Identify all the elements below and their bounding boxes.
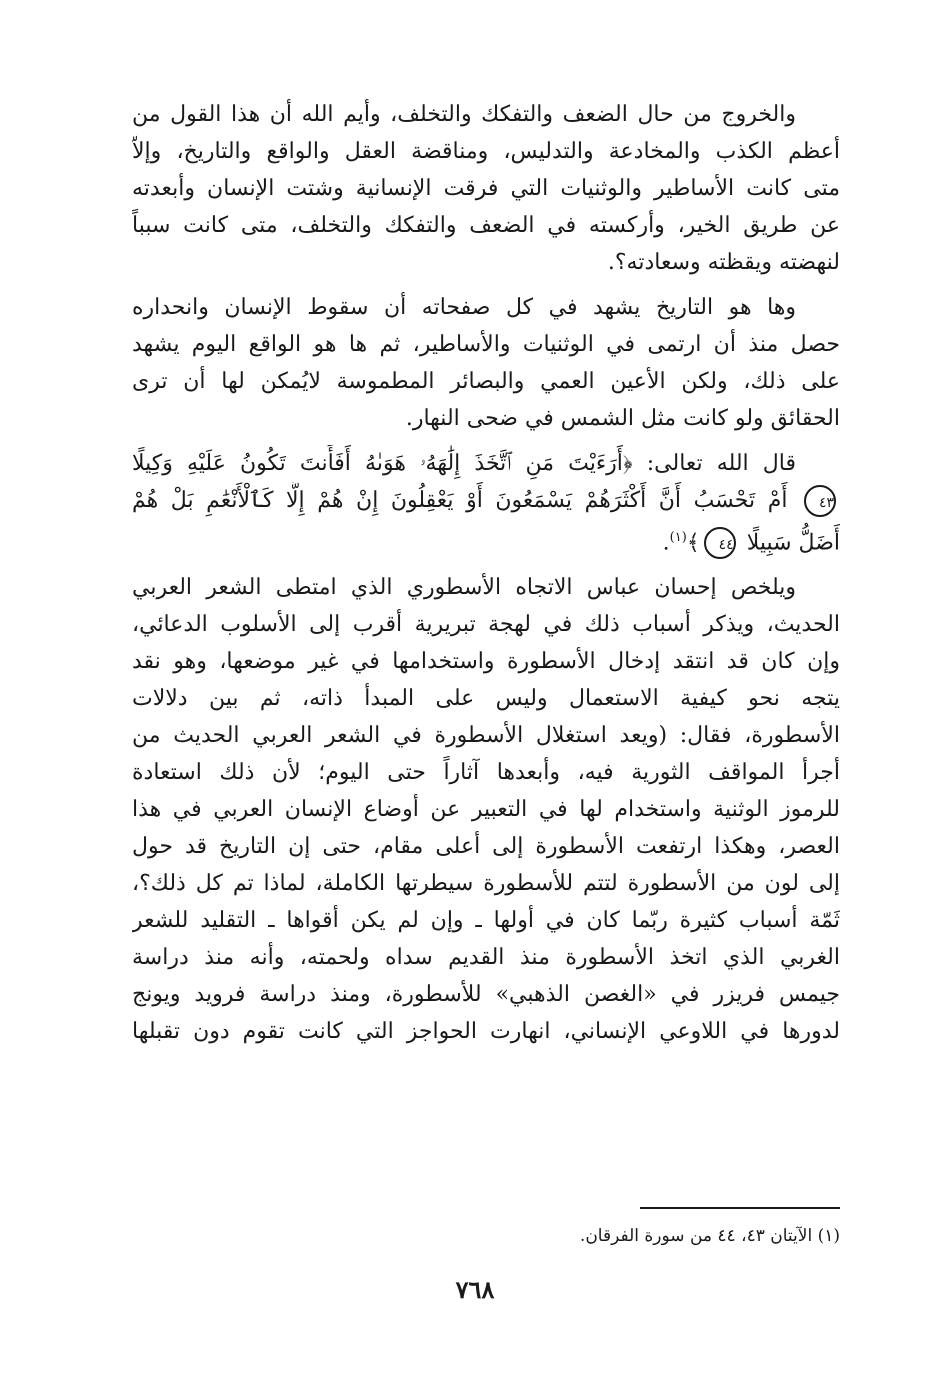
quran-verse: أَمْ تَحْسَبُ أَنَّ أَكْثَرَهُمْ يَسْمَعُونَ أَوْ يَعْقِلُونَ إِنْ هُمْ إِلَّا كَٱلْأَنْعَٰمِ بَلْ هُمْ: [132, 488, 788, 513]
text-line: الغربي الذي اتخذ الأسطورة منذ القديم سداه ولحمته، وأنه منذ دراسة: [132, 945, 840, 971]
body-text: [132, 96, 840, 1058]
text-line: وإن كان قد انتقد إدخال الأسطورة واستخدامها في غير موضعها، وهو نقد: [132, 649, 840, 675]
text-line: يتجه نحو كيفية الاستعمال وليس على المبدأ ذاته، ثم بين دلالات: [132, 686, 840, 712]
text-line: لنهضته ويقظته وسعادته؟.: [607, 250, 840, 275]
text-line: أجرأ المواقف الثورية فيه، وأبعدها آثاراً حتى اليوم؛ لأن ذلك استعادة: [132, 760, 840, 786]
paragraph-1: [132, 96, 840, 281]
ayah-number-marker: ٤٤: [704, 527, 736, 559]
text-line: وها هو التاريخ يشهد في كل صفحاته أن سقوط الإنسان وانحداره: [132, 295, 796, 320]
text-line: العصر، وهكذا ارتفعت الأسطورة إلى أعلى مقام، حتى إن التاريخ قد حول: [132, 834, 840, 860]
quran-verse-end: أَضَلُّ سَبِيلًا: [746, 530, 840, 556]
text-line: متى كانت الأساطير والوثنيات التي فرقت الإنسانية وشتت الإنسان وأبعدته: [132, 176, 840, 201]
paragraph-3: [132, 569, 840, 1050]
text-line: لدورها في اللاوعي الإنساني، انهارت الحواجز التي كانت تقوم دون تقبلها: [132, 1019, 840, 1045]
quran-close-bracket: ﴾: [686, 530, 700, 556]
text-line: والخروج من حال الضعف والتفكك والتخلف، وأيم الله أن هذا القول من: [132, 102, 796, 127]
ayah-number-marker: ٤٣: [804, 485, 836, 517]
footnote: (١) الآيتان ٤٣، ٤٤ من سورة الفرقان.: [579, 1226, 840, 1246]
footnote-divider: [640, 1207, 840, 1209]
quran-line-1: [132, 445, 840, 482]
text-line: على ذلك، ولكن الأعين العمي والبصائر المطموسة لايُمكن لها أن ترى: [132, 369, 840, 394]
text-line: جيمس فريزر في «الغصن الذهبي» للأسطورة، ومنذ دراسة فرويد ويونج: [132, 982, 840, 1008]
text-line: إلى لون من الأسطورة لتتم للأسطورة سيطرتها الكاملة، لماذا تم كل ذلك؟،: [132, 871, 840, 897]
page-number: ٧٦٨: [455, 1275, 495, 1304]
text-line: حصل منذ أن ارتمى في الوثنيات والأساطير، ثم ها هو الواقع اليوم يشهد: [132, 332, 840, 357]
footnote-reference: (١): [669, 530, 687, 545]
text-line: الحقائق ولو كانت مثل الشمس في ضحى النهار.: [405, 406, 840, 431]
quran-intro: قال الله تعالى: ﴿أَرَءَيْتَ مَنِ ٱتَّخَذَ إِلَٰهَهُۥ هَوَىٰهُ أَفَأَنتَ تَكُونُ عَلَيْهِ وَكِيلًا: [132, 451, 796, 476]
quran-line-2: [132, 482, 840, 519]
paragraph-2: [132, 289, 840, 437]
period: .: [662, 530, 670, 556]
text-line: الحديث، ويذكر أسباب ذلك في لهجة تبريرية أقرب إلى الأسلوب الدعائي،: [132, 612, 840, 638]
text-line: ويلخص إحسان عباس الاتجاه الأسطوري الذي امتطى الشعر العربي: [132, 575, 796, 601]
text-line: للرموز الوثنية واستخدام لها في التعبير عن أوضاع الإنسان العربي في هذا: [132, 797, 840, 823]
text-line: أعظم الكذب والمخادعة والتدليس، ومناقضة العقل والواقع والتاريخ، وإلاّ: [132, 139, 840, 164]
quran-quote: [132, 445, 840, 561]
quran-line-3: [132, 519, 840, 561]
text-line: ثَمّة أسباب كثيرة ربّما كان في أولها ـ وإن لم يكن أقواها ـ التقليد للشعر: [132, 908, 840, 934]
text-line: الأسطورة، فقال: (ويعد استغلال الأسطورة في الشعر العربي الحديث من: [132, 723, 840, 749]
text-line: عن طريق الخير، وأركسته في الضعف والتفكك والتخلف، متى كانت سبباً: [132, 213, 840, 238]
